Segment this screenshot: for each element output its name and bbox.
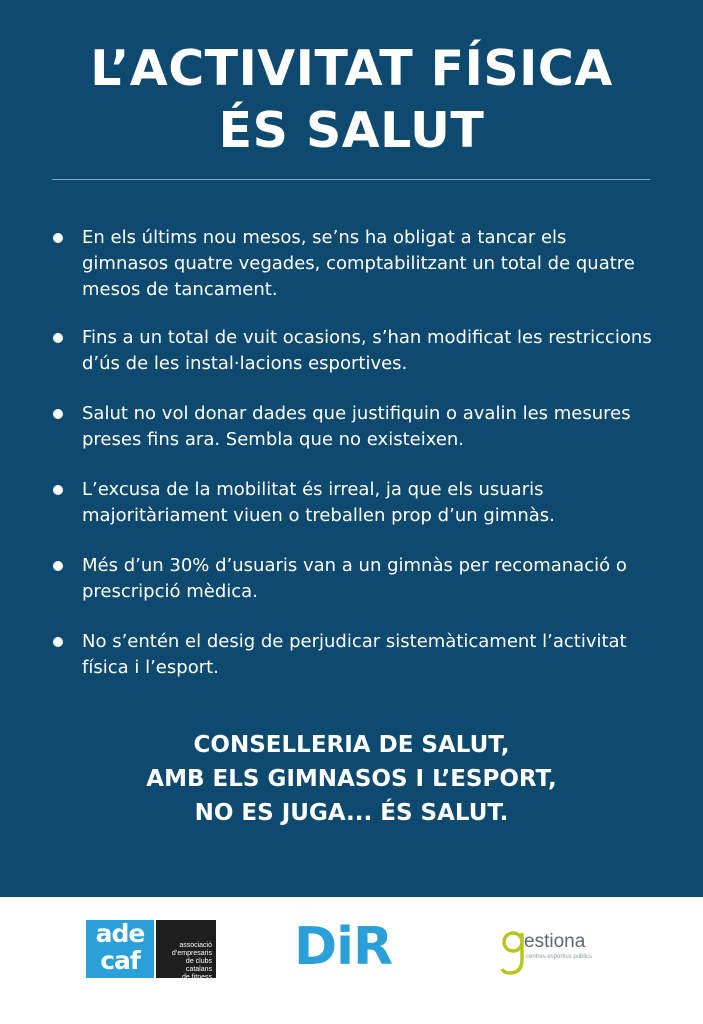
adecaf-box-line: catalans [185, 966, 212, 973]
adecaf-mark-line-1: ade [95, 919, 145, 948]
bullet-dot-icon [53, 233, 63, 243]
adecaf-description [156, 920, 216, 981]
bullet-text: Salut no vol donar dades que justifiquin o avalin les mesures preses fins ara. Sembla que no existeixen. [82, 403, 631, 450]
adecaf-mark [86, 920, 154, 978]
adecaf-box-line: de clubs [185, 958, 212, 965]
adecaf-logo [86, 919, 216, 981]
adecaf-mark-line-2: caf [100, 946, 140, 975]
bullet-item [48, 401, 658, 453]
bullet-dot-icon [53, 409, 63, 419]
bullet-text: L’excusa de la mobilitat és irreal, ja que els usuaris majoritàriament viuen o treballen prop d’un gimnàs. [82, 479, 555, 526]
closing-slogan [0, 728, 703, 830]
adecaf-box-line: de fitness [182, 974, 212, 981]
slogan-line-2: AMB ELS GIMNASOS I L’ESPORT, [146, 766, 557, 792]
bullet-dot-icon [53, 561, 63, 571]
bullet-item [48, 225, 658, 303]
title-line-1: L’ACTIVITAT FÍSICA [90, 40, 613, 97]
adecaf-box-line: d’empresaris [171, 950, 212, 957]
bullet-text: Fins a un total de vuit ocasions, s’han modificat les restriccions d’ús de les instal·lacions esportives. [82, 327, 652, 374]
bullet-dot-icon [53, 485, 63, 495]
dir-logo: DiR [294, 917, 393, 977]
sponsor-logos [0, 897, 703, 1024]
bullet-item [48, 629, 658, 681]
adecaf-box-line: associació [179, 942, 212, 949]
title-divider [52, 179, 650, 180]
bullet-text: En els últims nou mesos, se’ns ha obligat a tancar els gimnasos quatre vegades, comptabilitzant un total de quatre mesos de tancament. [82, 227, 635, 300]
gestiona-name: estiona [524, 931, 586, 952]
bullet-list [48, 225, 658, 705]
bullet-item [48, 325, 658, 377]
bullet-text: No s’entén el desig de perjudicar sistemàticament l’activitat física i l’esport. [82, 631, 627, 678]
title-line-2: ÉS SALUT [218, 102, 485, 159]
poster-title [0, 38, 703, 162]
bullet-dot-icon [53, 637, 63, 647]
bullet-text: Més d’un 30% d’usuaris van a un gimnàs per recomanació o prescripció mèdica. [82, 555, 627, 602]
slogan-line-1: CONSELLERIA DE SALUT, [193, 732, 510, 758]
bullet-item [48, 477, 658, 529]
gestiona-logo [500, 919, 630, 985]
slogan-line-3: NO ES JUGA... ÉS SALUT. [194, 800, 509, 826]
gestiona-tagline: centres esportius públics [526, 954, 593, 960]
bullet-item [48, 553, 658, 605]
bullet-dot-icon [53, 333, 63, 343]
